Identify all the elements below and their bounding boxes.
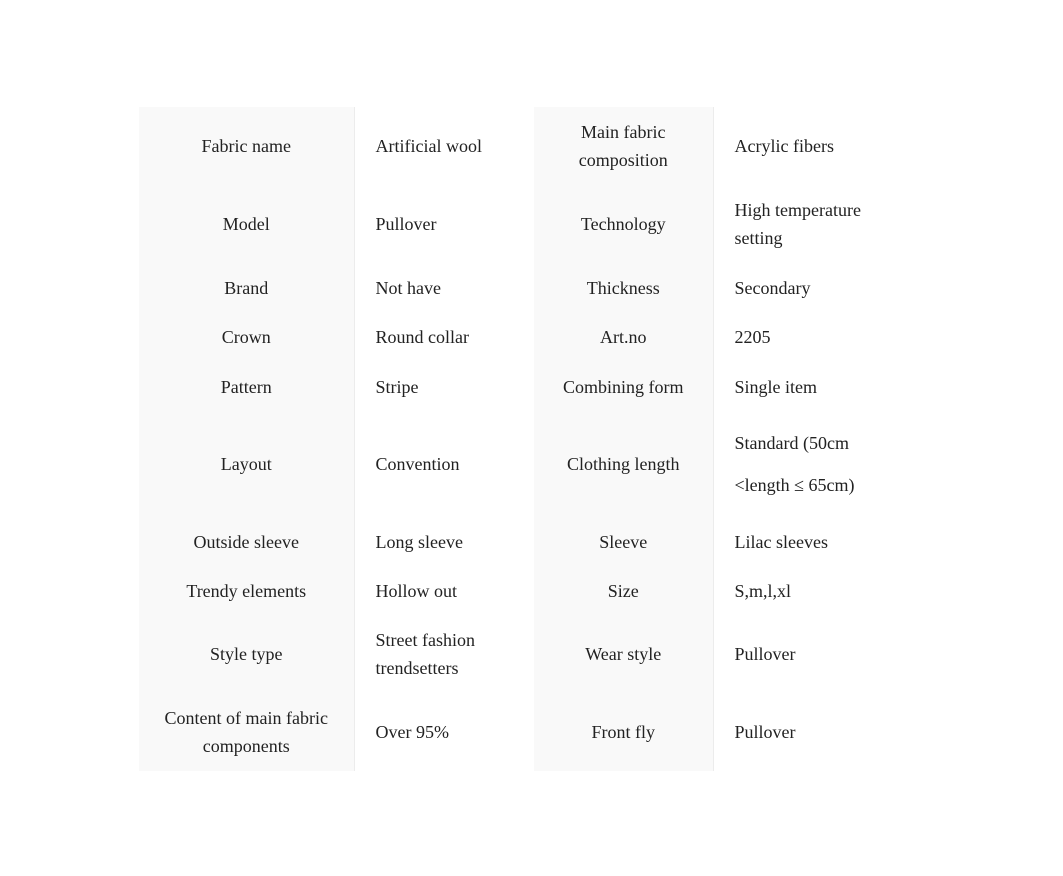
attribute-name: Front fly	[534, 693, 713, 771]
attribute-value: Acrylic fibers	[713, 107, 899, 185]
attribute-value: Pullover	[354, 185, 534, 263]
attribute-value: 2205	[713, 312, 899, 362]
attribute-name: Pattern	[139, 362, 354, 411]
table-row	[139, 107, 899, 185]
attribute-value: Secondary	[713, 263, 899, 312]
attribute-value: Pullover	[713, 615, 899, 693]
attribute-name: Model	[139, 185, 354, 263]
product-attributes-table	[139, 107, 899, 771]
attribute-value: Pullover	[713, 693, 899, 771]
attribute-value: Long sleeve	[354, 517, 534, 566]
attribute-value: Over 95%	[354, 693, 534, 771]
attribute-name: Thickness	[534, 263, 713, 312]
table-row	[139, 566, 899, 615]
attribute-name: Outside sleeve	[139, 517, 354, 566]
table-row	[139, 362, 899, 411]
attribute-value: Lilac sleeves	[713, 517, 899, 566]
table-row	[139, 411, 899, 517]
attribute-name: Brand	[139, 263, 354, 312]
attribute-name: Size	[534, 566, 713, 615]
attribute-value: Standard (50cm <length ≤ 65cm)	[713, 411, 899, 517]
attribute-name: Clothing length	[534, 411, 713, 517]
attribute-value: Convention	[354, 411, 534, 517]
table-row	[139, 615, 899, 693]
attribute-name: Technology	[534, 185, 713, 263]
attribute-value: Not have	[354, 263, 534, 312]
attribute-value: Single item	[713, 362, 899, 411]
attribute-value: Round collar	[354, 312, 534, 362]
attribute-name: Trendy elements	[139, 566, 354, 615]
table-row	[139, 517, 899, 566]
attribute-value: S,m,l,xl	[713, 566, 899, 615]
attribute-name: Main fabric composition	[534, 107, 713, 185]
attribute-name: Style type	[139, 615, 354, 693]
attribute-name: Sleeve	[534, 517, 713, 566]
attribute-value: High temperature setting	[713, 185, 899, 263]
attribute-name: Content of main fabric components	[139, 693, 354, 771]
table-row	[139, 312, 899, 362]
attribute-name: Art.no	[534, 312, 713, 362]
attribute-value: Street fashion trendsetters	[354, 615, 534, 693]
attribute-name: Crown	[139, 312, 354, 362]
attribute-name: Layout	[139, 411, 354, 517]
table-row	[139, 693, 899, 771]
table-row	[139, 185, 899, 263]
attribute-name: Fabric name	[139, 107, 354, 185]
attribute-value: Stripe	[354, 362, 534, 411]
attribute-name: Combining form	[534, 362, 713, 411]
attribute-value: Artificial wool	[354, 107, 534, 185]
attribute-name: Wear style	[534, 615, 713, 693]
attribute-value: Hollow out	[354, 566, 534, 615]
table-row	[139, 263, 899, 312]
